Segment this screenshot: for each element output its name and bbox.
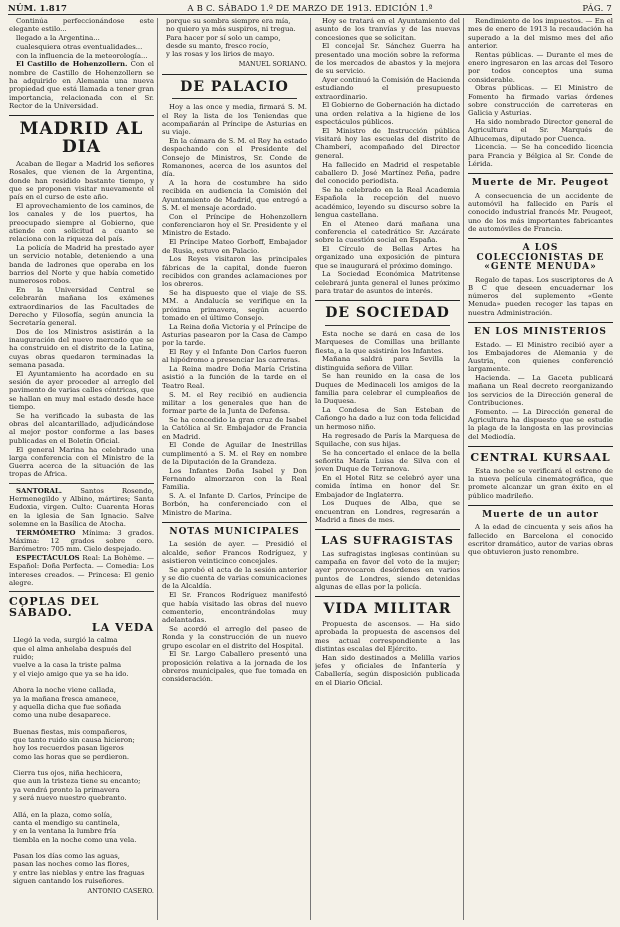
verse-line: y las rosas y los lirios de mayo. [166, 50, 275, 59]
poem-line: y entre las nieblas y entre las fraguas [13, 868, 145, 877]
section-title-notas: NOTAS MUNICIPALES [169, 527, 300, 538]
poem-line: que aun la tristeza tiene su encanto; [13, 777, 141, 786]
column-divider [310, 18, 311, 920]
article-paragraph: La Condesa de San Esteban de Cañongo ha dado a luz con toda felicidad un hermoso niño. [315, 406, 460, 431]
poem-line: Allá, en la plaza, como solía, [13, 810, 113, 819]
sociedad-articles [315, 330, 460, 524]
article-paragraph: Hacienda. — La Gaceta publicará mañana un Real decreto reorganizando los servicios de la Dirección general de Contribuciones. [468, 374, 613, 408]
poem-line: Cierra tus ojos, niña hechicera, [13, 769, 123, 778]
poem-line: canta el mendigo su cantinela, [13, 818, 120, 827]
article-paragraph: El Rey y el Infante Don Carlos fueron al hipódromo a presenciar las carreras. [162, 348, 307, 365]
kursaal-text: Esta noche se verificará el estreno de la nueva película cinematográfica, que promete alcanzar un gran éxito en el público madrileño. [468, 466, 613, 500]
poem-title: COPLAS DEL SÁBADO. [9, 594, 100, 620]
autor-text: A la edad de cincuenta y seis años ha fallecido en Barcelona el conocido escritor dramático, autor de varias obras que obtuvieron justo renombre. [468, 523, 613, 557]
article-paragraph: Se ha celebrado en la Real Academia Española la recepción del nuevo académico, leyendo su discurso sobre la lengua castellana. [315, 185, 460, 219]
article-paragraph: Licencia. — Se ha concedido licencia para Francia y Bélgica al Sr. Conde de Lérida. [468, 143, 613, 169]
poem-line: y será nuevo nuestro quebranto. [13, 794, 127, 803]
section-rule [468, 505, 613, 506]
poem-line [13, 844, 154, 852]
article-paragraph: Estado. — El Ministro recibió ayer a los Embajadores de Alemania y de Austria, con quienes conferenció largamente. [468, 340, 613, 374]
article-paragraph: Dos de los Ministros asistirán a la inauguración del nuevo mercado que se ha construido en el distrito de la Latina, cuyas obras quedaron terminadas la semana pasada. [9, 327, 154, 370]
article-paragraph: Se aprobó el acta de la sesión anterior y se dio cuenta de varias comunicaciones de la Alcaldía. [162, 565, 307, 591]
poem-line: Pasan los días como las aguas, [13, 852, 120, 861]
poem-line: Buenas fiestas, mis compañeros, [13, 727, 128, 736]
article-paragraph: El Gobierno de Gobernación ha dictado una orden relativa a la higiene de los espectáculos públicos. [315, 101, 460, 127]
poem-line: que el alma anhelaba después del ruido; [13, 644, 132, 662]
notices-box [9, 483, 154, 592]
palacio-articles [162, 103, 307, 517]
poem-line: Ahora la noche viene callada, [13, 686, 116, 695]
article-paragraph: El Conde de Aguilar de Inestrillas cumplimentó a S. M. el Rey en nombre de la Diputación de la Grandeza. [162, 441, 307, 466]
verse-signature: MANUEL SORIANO. [238, 60, 307, 69]
col4-intro [468, 17, 613, 168]
article-paragraph: Obras públicas. — El Ministro de Fomento ha firmado varias órdenes sobre construcción de carreteras en Galicia y Asturias. [468, 84, 613, 118]
section-title-sociedad: DE SOCIEDAD [325, 305, 450, 322]
col2-intro-verse [162, 17, 307, 58]
notice-kicker: TERMÓMETRO [16, 528, 83, 537]
verse-line: desde su manto, fresco rocío, [166, 41, 269, 50]
notice-text: Santos Rosendo, Hermenegildo y Albino, mártires; Santa Eudoxia, virgen. Culto: Cuarenta Horas en la iglesia de San Ignacio. Salve solemne en la Basílica de Atocha. [9, 486, 154, 528]
column-3 [315, 17, 460, 922]
section-rule [315, 300, 460, 301]
article-paragraph: La Sociedad Económica Matritense celebrará junta general el lunes próximo para tratar de asuntos de interés. [315, 270, 460, 295]
intro-paragraph: cualesquiera otras eventualidades... [16, 42, 143, 51]
poem-body [9, 636, 154, 885]
title-rule [172, 98, 297, 99]
section-rule [9, 115, 154, 116]
issue-number: NÚM. 1.817 [8, 4, 68, 14]
section-title-palacio: DE PALACIO [180, 78, 289, 95]
article-paragraph: Ha sido nombrado Director general de Agricultura el Sr. Marqués de Alhucemas, diputado por Cuenca. [468, 118, 613, 143]
column-4 [468, 17, 613, 922]
article-paragraph: Ha regresado de París la Marquesa de Squilache, con sus hijas. [315, 431, 460, 448]
masthead-date: A B C. SÁBADO 1.º DE MARZO DE 1913. EDICIÓN 1.ª [187, 4, 433, 14]
article-paragraph: En el Hotel Ritz se celebró ayer una comida íntima en honor del Sr. Embajador de Inglaterra. [315, 474, 460, 499]
col3-intro [315, 17, 460, 295]
section-title-ministerios: EN LOS MINISTERIOS [474, 327, 607, 338]
article-paragraph: El aprovechamiento de los caminos, de los canales y de los puertos, ha preocupado siempre al Gobierno, que atiende con solicitud a cuanto se relaciona con la riqueza del país. [9, 201, 154, 244]
article-paragraph: El concejal Sr. Sánchez Guerra ha presentado una moción sobre la reforma de los mercados de abastos y la mejora de su servicio. [315, 42, 460, 76]
notice-text: Mínima: 3 grados. Máxima: 12 grados sobre cero. Barómetro: 705 mm. Cielo despejado. [9, 528, 154, 554]
poem-subtitle: LA VEDA [91, 620, 154, 634]
verse-line: no quiero ya más suspiros, ni tregua. [166, 25, 296, 34]
section-rule [315, 529, 460, 530]
ministerios-articles [468, 341, 613, 442]
article-paragraph: Se acordó el arreglo del paseo de Ronda y la construcción de un nuevo grupo escolar en el distrito del Hospital. [162, 624, 307, 650]
madrid-articles [9, 160, 154, 479]
article-paragraph: Acaban de llegar a Madrid los señores Rosales, que vienen de la Argentina, donde han residido bastante tiempo, y que se proponen visitar nuevamente el país en el curso de este año. [9, 159, 154, 202]
notice-kicker: SANTORAL. [16, 486, 81, 495]
article-paragraph: Se ha verificado la subasta de las obras del alcantarillado, adjudicándose al mejor postor conforme a las bases publicadas en el Boletín Oficial. [9, 411, 154, 445]
article-paragraph: Se ha dispuesto que el viaje de SS. MM. a Andalucía se verifique en la próxima primavera, según acuerdo tomado en el último Consejo. [162, 289, 307, 322]
poem-line: como las horas que se perdieron. [13, 752, 130, 761]
article-paragraph: Rendimiento de los impuestos. — En el mes de enero de 1913 la recaudación ha superado a la del mismo mes del año anterior. [468, 17, 613, 50]
kicker-text: Con el nombre de Castillo de Hohenzollern se ha adquirido en Alemania una nueva propiedad que está llamada a tener gran importancia, relacionada con el Sr. Rector de la Universidad. [9, 60, 154, 110]
notice-kicker: ESPECTÁCULOS [16, 554, 83, 563]
column-divider [157, 18, 158, 920]
article-paragraph: Rentas públicas. — Durante el mes de enero ingresaron en las arcas del Tesoro por todos conceptos una suma considerable. [468, 50, 613, 84]
section-title-kursaal: CENTRAL KURSAAL [470, 451, 611, 465]
article-paragraph: Fomento. — La Dirección general de Agricultura ha dispuesto que se estudie la plaga de la langosta en las provincias del Mediodía. [468, 407, 613, 441]
notice-item [9, 487, 154, 528]
poem-line: vuelve a la casa la triste palma [13, 661, 122, 670]
intro-paragraph: con la influencia de la meteorología... [16, 51, 148, 60]
article-paragraph: Los Duques de Alba, que se encuentran en Londres, regresarán a Madrid a fines de mes. [315, 499, 460, 525]
article-paragraph: Los Infantes Doña Isabel y Don Fernando almorzaron con la Real Familia. [162, 466, 307, 492]
poem-line [13, 802, 154, 810]
article-paragraph: El general Marina ha celebrado una larga conferencia con el Ministro de la Guerra acerca de la situación de las tropas de África. [9, 445, 154, 479]
section-title-autor: Muerte de un autor [482, 509, 599, 520]
poem-line: tiembla en la noche como una vela. [13, 835, 137, 844]
notice-text: Real: La Bohème. — Español: Doña Perfecta. — Comedia: Los intereses creados. — Princesa: El genio alegre. [9, 554, 154, 587]
intro-paragraph: llegado a la Argentina... [16, 34, 100, 43]
poem-line: pasan las noches como las flores, [13, 860, 130, 869]
article-kicker: El Castillo de Hohenzollern. [16, 60, 128, 69]
article-paragraph: Propuesta de ascensos. — Ha sido aprobada la propuesta de ascensos del mes actual correspondiente a las distintas escalas del Ejército. [315, 620, 460, 653]
article-paragraph: Han sido destinados a Melilla varios jefes y oficiales de Infantería y Caballería, según disposición publicada en el Diario Oficial. [315, 653, 460, 687]
article-paragraph: En la cámara de S. M. el Rey ha estado despachando con el Presidente del Consejo de Ministros, Sr. Conde de Romanones, acerca de los asuntos del día. [162, 137, 307, 179]
verse-line: Para hacer por sí solo un campo, [166, 33, 281, 42]
poem-line: y aquella dicha que fue soñada [13, 702, 122, 711]
poem-line: ya la mañana fresca amanece, [13, 694, 119, 703]
article-paragraph: La Reina madre Doña María Cristina asistió a la función de la tarde en el Teatro Real. [162, 365, 307, 390]
article-paragraph: Ha fallecido en Madrid el respetable caballero D. José Martínez Peña, padre del conocido periodista. [315, 160, 460, 186]
article-paragraph: El Círculo de Bellas Artes ha organizado una exposición de pintura que se inaugurará el próximo domingo. [315, 245, 460, 270]
poem-line: Llegó la veda, surgió la calma [13, 636, 118, 645]
article-paragraph: En el Ateneo dará mañana una conferencia el catedrático Sr. Azcárate sobre la cuestión social en España. [315, 219, 460, 245]
column-divider [463, 18, 464, 920]
article-paragraph: El Sr. Francos Rodríguez manifestó que había visitado las obras del nuevo cementerio, encontrándolas muy adelantadas. [162, 591, 307, 625]
notice-item [9, 554, 154, 587]
article-paragraph: El Sr. Largo Caballero presentó una proposición relativa a la jornada de los obreros municipales, que fue tomada en consideración. [162, 650, 307, 684]
poem-line: y en la ventana la lumbre fría [13, 827, 117, 836]
article-paragraph: El Ministro de Instrucción pública visitará hoy las escuelas del distrito de Chamberí, acompañado del Director general. [315, 126, 460, 160]
notice-item [9, 529, 154, 554]
poem-line: y el viejo amigo que ya se ha ido. [13, 669, 129, 678]
page-label: PÁG. 7 [582, 4, 612, 14]
column-1 [9, 17, 154, 922]
section-rule [468, 322, 613, 323]
article-paragraph: Hoy a las once y media, firmará S. M. el Rey la lista de los Teniendas que acompañarán al Príncipe de Asturias en su viaje. [162, 103, 307, 137]
article-paragraph: Esta noche se dará en casa de los Marqueses de Comillas una brillante fiesta, a la que asistirán los Infantes. [315, 329, 460, 355]
vida-militar-articles [315, 620, 460, 687]
section-title-vida-militar: VIDA MILITAR [323, 601, 452, 618]
section-title-madrid: MADRID AL DIA [19, 119, 144, 158]
article-paragraph: Se han reunido en la casa de los Duques de Medinaceli los amigos de la familia para celebrar el cumpleaños de la Duquesa. [315, 372, 460, 406]
article-paragraph: Con el Príncipe de Hohenzollern conferenciaron hoy el Sr. Presidente y el Ministro de Estado. [162, 212, 307, 238]
poem-line: hoy los recuerdos pasan ligeros [13, 744, 124, 753]
section-title-peugeot: Muerte de Mr. Peugeot [471, 178, 610, 189]
poem-line: como una nube desaparece. [13, 711, 111, 720]
article-paragraph: En la Universidad Central se celebrarán mañana los exámenes extraordinarios de las Facultades de Derecho y Filosofía, según anuncia la Secretaría general. [9, 285, 154, 328]
article-paragraph: A la hora de costumbre ha sido recibida en audiencia la Comisión del Ayuntamiento de Madrid, que entregó a S. M. el mensaje acordado. [162, 179, 307, 213]
article-paragraph: S. A. el Infante D. Carlos, Príncipe de Borbón, ha conferenciado con el Ministro de Marina. [162, 492, 307, 517]
poem-signature: ANTONIO CASERO. [87, 887, 154, 896]
poem-line: siguen cantando los ruiseñores. [13, 877, 125, 886]
notas-articles [162, 540, 307, 683]
poem-line [13, 678, 154, 686]
article-paragraph: La policía de Madrid ha prestado ayer un servicio notable, deteniendo a una banda de ladrones que operaba en los barrios del Norte y que había cometido numerosos robos. [9, 243, 154, 286]
article-paragraph: Se ha concertado el enlace de la bella señorita María Luisa de Silva con el joven Duque de Terranova. [315, 448, 460, 474]
section-title-coleccionistas: A LOS COLECCIONISTAS DE «GENTE MENUDA» [476, 243, 605, 273]
section-rule [468, 238, 613, 239]
section-rule [468, 173, 613, 174]
poem-line: que tanto ruido sin causa hicieron; [13, 736, 135, 744]
section-rule [315, 596, 460, 597]
peugeot-text: A consecuencia de un accidente de automóvil ha fallecido en París el conocido industrial francés Mr. Peugeot, uno de los más importantes fabricantes de automóviles de Francia. [468, 191, 613, 233]
coleccionistas-text: Regalo de tapas. Los suscriptores de A B C que deseen encuadernar los números del suplemento «Gente Menuda» pueden recoger las tapas en nuestra Administración. [468, 275, 613, 317]
section-rule [162, 74, 307, 75]
article-paragraph: Se ha concedido la gran cruz de Isabel la Católica al Sr. Embajador de Francia en Madrid. [162, 415, 307, 441]
sufragistas-text: Las sufragistas inglesas continúan su campaña en favor del voto de la mujer; ayer provocaron desórdenes en varios puntos de Londres, siendo detenidas algunas de ellas por la policía. [315, 549, 460, 592]
article-paragraph: S. M. el Rey recibió en audiencia militar a los generales que han de formar parte de la Junta de Defensa. [162, 390, 307, 416]
header-rule [8, 14, 612, 15]
title-rule [325, 325, 450, 326]
poem-line [13, 719, 154, 727]
article-paragraph: La Reina doña Victoria y el Príncipe de Asturias pasearon por la Casa de Campo por la tarde. [162, 322, 307, 348]
article-paragraph: Los Reyes visitaron las principales fábricas de la capital, donde fueron recibidos con grandes aclamaciones por los obreros. [162, 255, 307, 289]
intro-paragraph: Continúa perfeccionándose este elegante estilo... [9, 17, 154, 34]
column-2 [162, 17, 307, 922]
section-rule [162, 522, 307, 523]
verse-line: porque su sombra siempre era mía, [166, 17, 291, 25]
article-paragraph: El Ayuntamiento ha acordado en su sesión de ayer proceder al arreglo del pavimento de varias calles céntricas, que se hallan en muy mal estado desde hace tiempo. [9, 369, 154, 412]
article-paragraph: La sesión de ayer. — Presidió el alcalde, señor Francos Rodríguez, y asistieron veinticinco concejales. [162, 540, 307, 566]
article-paragraph: Hoy se tratará en el Ayuntamiento del asunto de los tranvías y de las nuevas concesiones que se solicitan. [315, 17, 460, 42]
poem-line: ya vendrá pronto la primavera [13, 785, 120, 794]
section-title-sufragistas: LAS SUFRAGISTAS [321, 534, 454, 548]
article-paragraph: Ayer continuó la Comisión de Hacienda estudiando el presupuesto extraordinario. [315, 76, 460, 101]
poem-line [13, 761, 154, 769]
section-rule [468, 446, 613, 447]
col1-intro [9, 17, 154, 60]
article-paragraph: El Príncipe Mateo Gorboff, Embajador de Rusia, estuvo en Palacio. [162, 238, 307, 255]
article-paragraph: Mañana saldrá para Sevilla la distinguida señora de Villar. [315, 355, 460, 372]
